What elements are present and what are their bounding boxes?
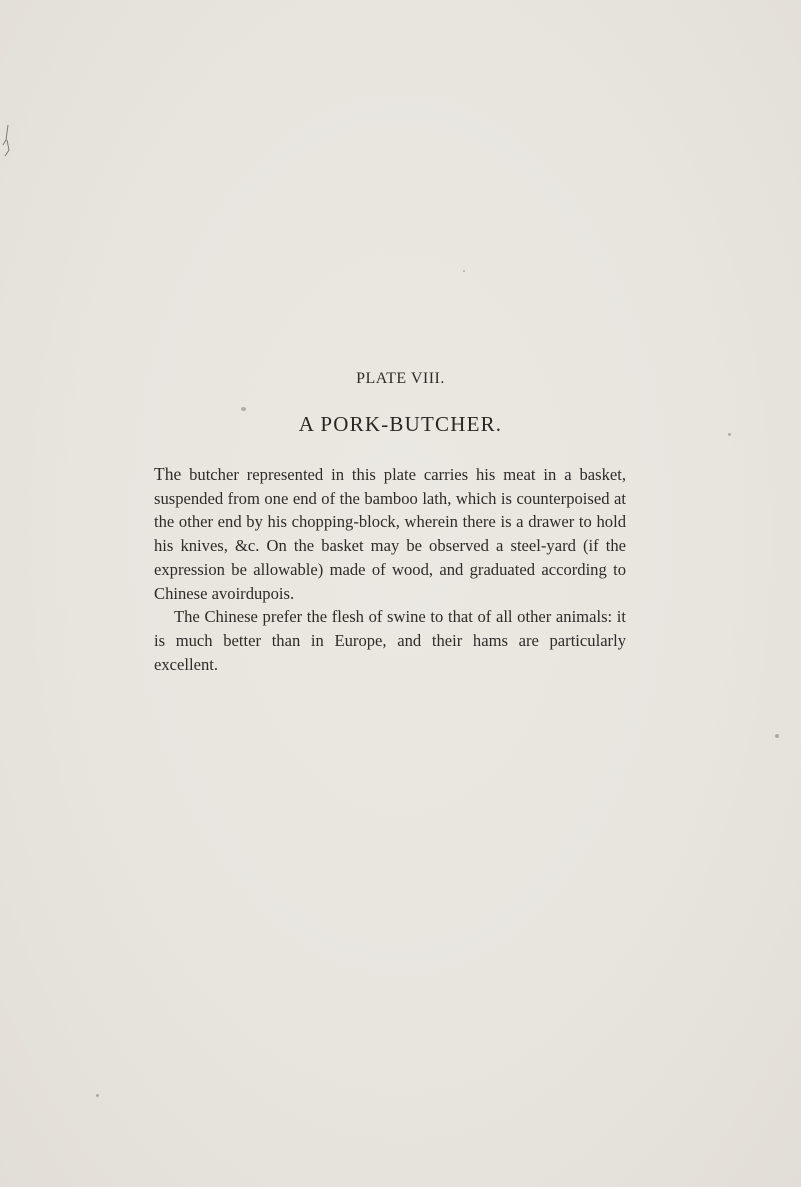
- pencil-mark: [0, 120, 20, 180]
- paragraph: The Chinese prefer the flesh of swine to that of all other animals: it is much better than in Europe, and their hams are particularly excellent.: [154, 607, 626, 674]
- paper-speck: [241, 407, 246, 411]
- page-title: A PORK-BUTCHER.: [298, 412, 503, 436]
- paper-speck: [775, 734, 779, 738]
- paragraph: [154, 463, 626, 605]
- body-text: [154, 463, 626, 676]
- paper-speck: [96, 1094, 99, 1097]
- paper-speck: [463, 270, 465, 272]
- plate-label: PLATE VIII.: [356, 370, 445, 387]
- lead-word: The: [154, 464, 182, 484]
- paragraph-text: butcher represented in this plate carries his meat in a basket, suspended from one end of the bamboo lath, which is counterpoised at the other end by his chopping-block, wherein there is a drawer to hold his knives, &c. On the basket may be observed a steel-yard (if the expression be allowable) made of wood, and graduated according to Chinese avoirdupois.: [154, 465, 626, 603]
